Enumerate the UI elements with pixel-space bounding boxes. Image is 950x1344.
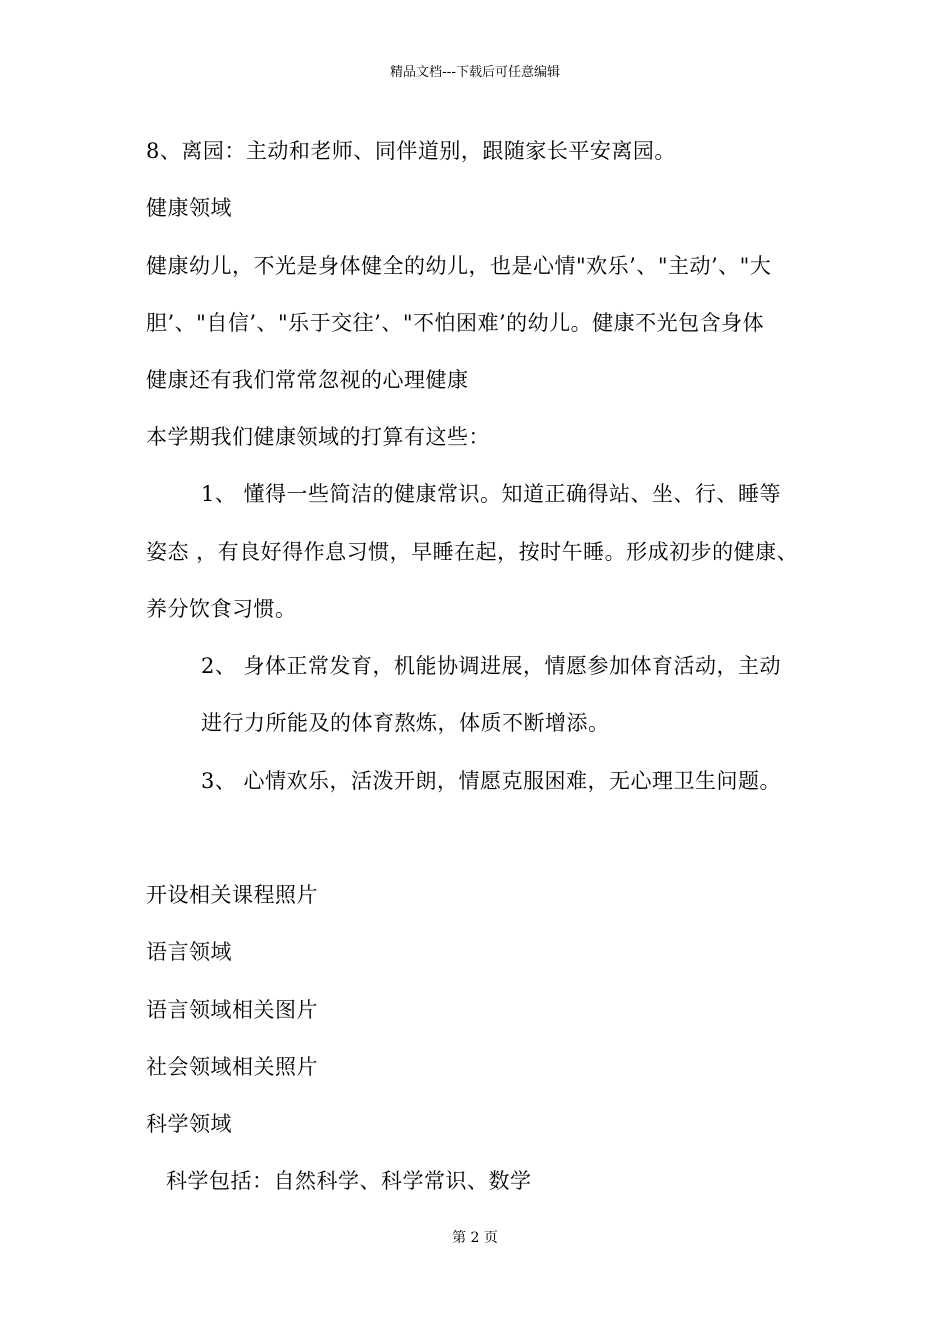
list-item-3: 3、 心情欢乐，活泼开朗，情愿克服困难，无心理卫生问题。 — [201, 769, 782, 793]
section-language-images: 语言领域相关图片 — [146, 998, 318, 1022]
paragraph-science-includes: 科学包括：自然科学、科学常识、数学 — [166, 1169, 532, 1193]
list-item-1-continued: 养分饮食习惯。 — [146, 597, 297, 621]
heading-health-domain: 健康领域 — [146, 196, 232, 220]
heading-language-domain: 语言领域 — [146, 940, 232, 964]
paragraph-line: 本学期我们健康领域的打算有这些： — [146, 425, 490, 449]
paragraph-line: 健康幼儿，不光是身体健全的幼儿，也是心情"欢乐’、"主动’、"大 — [146, 254, 772, 278]
section-social-photos: 社会领域相关照片 — [146, 1055, 318, 1079]
section-course-photos: 开设相关课程照片 — [146, 883, 318, 907]
list-item-1-continued: 姿态 ，有良好得作息习惯，早睡在起，按时午睡。形成初步的健康、 — [146, 540, 799, 564]
list-item-1: 1、 懂得一些简洁的健康常识。知道正确得站、坐、行、睡等 — [201, 482, 782, 506]
page-header: 精品文档---下载后可任意编辑 — [389, 65, 561, 80]
paragraph-line: 胆’、"自信’、"乐于交往’、"不怕困难’的幼儿。健康不光包含身体 — [146, 311, 765, 335]
heading-science-domain: 科学领域 — [146, 1112, 232, 1136]
paragraph-line: 健康还有我们常常忽视的心理健康 — [146, 368, 469, 392]
paragraph-line-leave-kindergarten: 8、离园：主动和老师、同伴道别，跟随家长平安离园。 — [146, 139, 676, 163]
list-item-2: 2、 身体正常发育，机能协调进展，情愿参加体育活动，主动 — [201, 654, 782, 678]
page-number: 第 2 页 — [452, 1230, 498, 1246]
list-item-2-continued: 进行力所能及的体育熬炼，体质不断增添。 — [201, 711, 610, 735]
